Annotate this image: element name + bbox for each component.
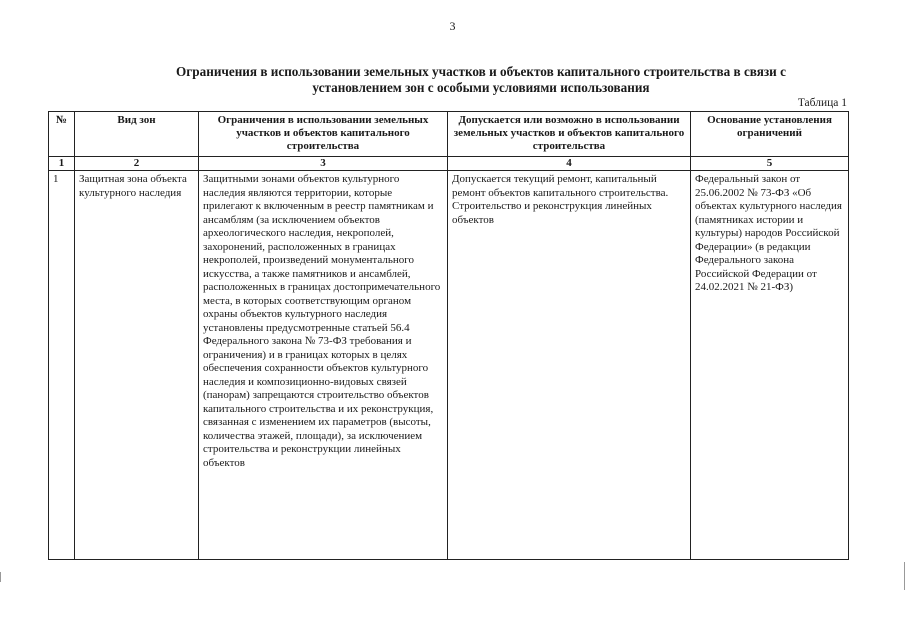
title-line-2: установлением зон с особыми условиями использования [312, 80, 650, 95]
table-label: Таблица 1 [797, 97, 847, 109]
header-allowed: Допускается или возможно в использовании земельных участков и объектов капитального строительства [448, 112, 691, 157]
allowed-cell [448, 171, 691, 560]
scan-edge-mark-left [0, 572, 4, 582]
restrictions-table [48, 111, 849, 560]
header-restrictions: Ограничения в использовании земельных участков и объектов капитального строительства [199, 112, 448, 157]
basis-cell: Федеральный закон от 25.06.2002 № 73-ФЗ «Об объектах культурного наследия (памятниках истории и культуры) народов Российской Федерации» (в редакции Федерального закона Российской Федерации от 24.02.2021 № 21-ФЗ) [691, 171, 849, 560]
column-number: 2 [75, 157, 199, 171]
column-number: 4 [448, 157, 691, 171]
header-basis: Основание установления ограничений [691, 112, 849, 157]
row-number: 1 [49, 171, 75, 560]
allowed-text-2: Строительство и реконструкция линейных объектов [452, 200, 652, 226]
header-zone-type: Вид зон [75, 112, 199, 157]
restrictions-cell: Защитными зонами объектов культурного наследия являются территории, которые прилегают к включенным в реестр памятникам и ансамблям (за исключением объектов археологического наследия, некрополей, захоронений, расположенных в границах некрополей, произведений монументального искусства, а также памятников и ансамблей, расположенных в границах достопримечательного места, в которых соответствующим органом охраны объектов культурного наследия установлены предусмотренные статьей 56.4 Федерального закона № 73-ФЗ требования и ограничения) и в границах которых в целях обеспечения сохранности объектов культурного наследия и композиционно-видовых связей (панорам) запрещаются строительство объектов капитального строительства и их реконструкция, связанная с изменением их параметров (высоты, количества этажей, площади), за исключением строительства и реконструкции линейных объектов [199, 171, 448, 560]
title-line-1: Ограничения в использовании земельных участков и объектов капитального строительства в связи с [176, 64, 786, 79]
header-number: № [49, 112, 75, 157]
table-row [49, 171, 849, 560]
scan-edge-mark-right [901, 562, 905, 590]
page-number: 3 [449, 19, 456, 33]
column-numbers-row [49, 157, 849, 171]
table-header-row [49, 112, 849, 157]
document-title [100, 64, 862, 96]
column-number: 1 [49, 157, 75, 171]
allowed-text-1: Допускается текущий ремонт, капитальный ремонт объектов капитального строительства. [452, 173, 669, 199]
column-number: 3 [199, 157, 448, 171]
zone-type-cell: Защитная зона объекта культурного наследия [75, 171, 199, 560]
column-number: 5 [691, 157, 849, 171]
